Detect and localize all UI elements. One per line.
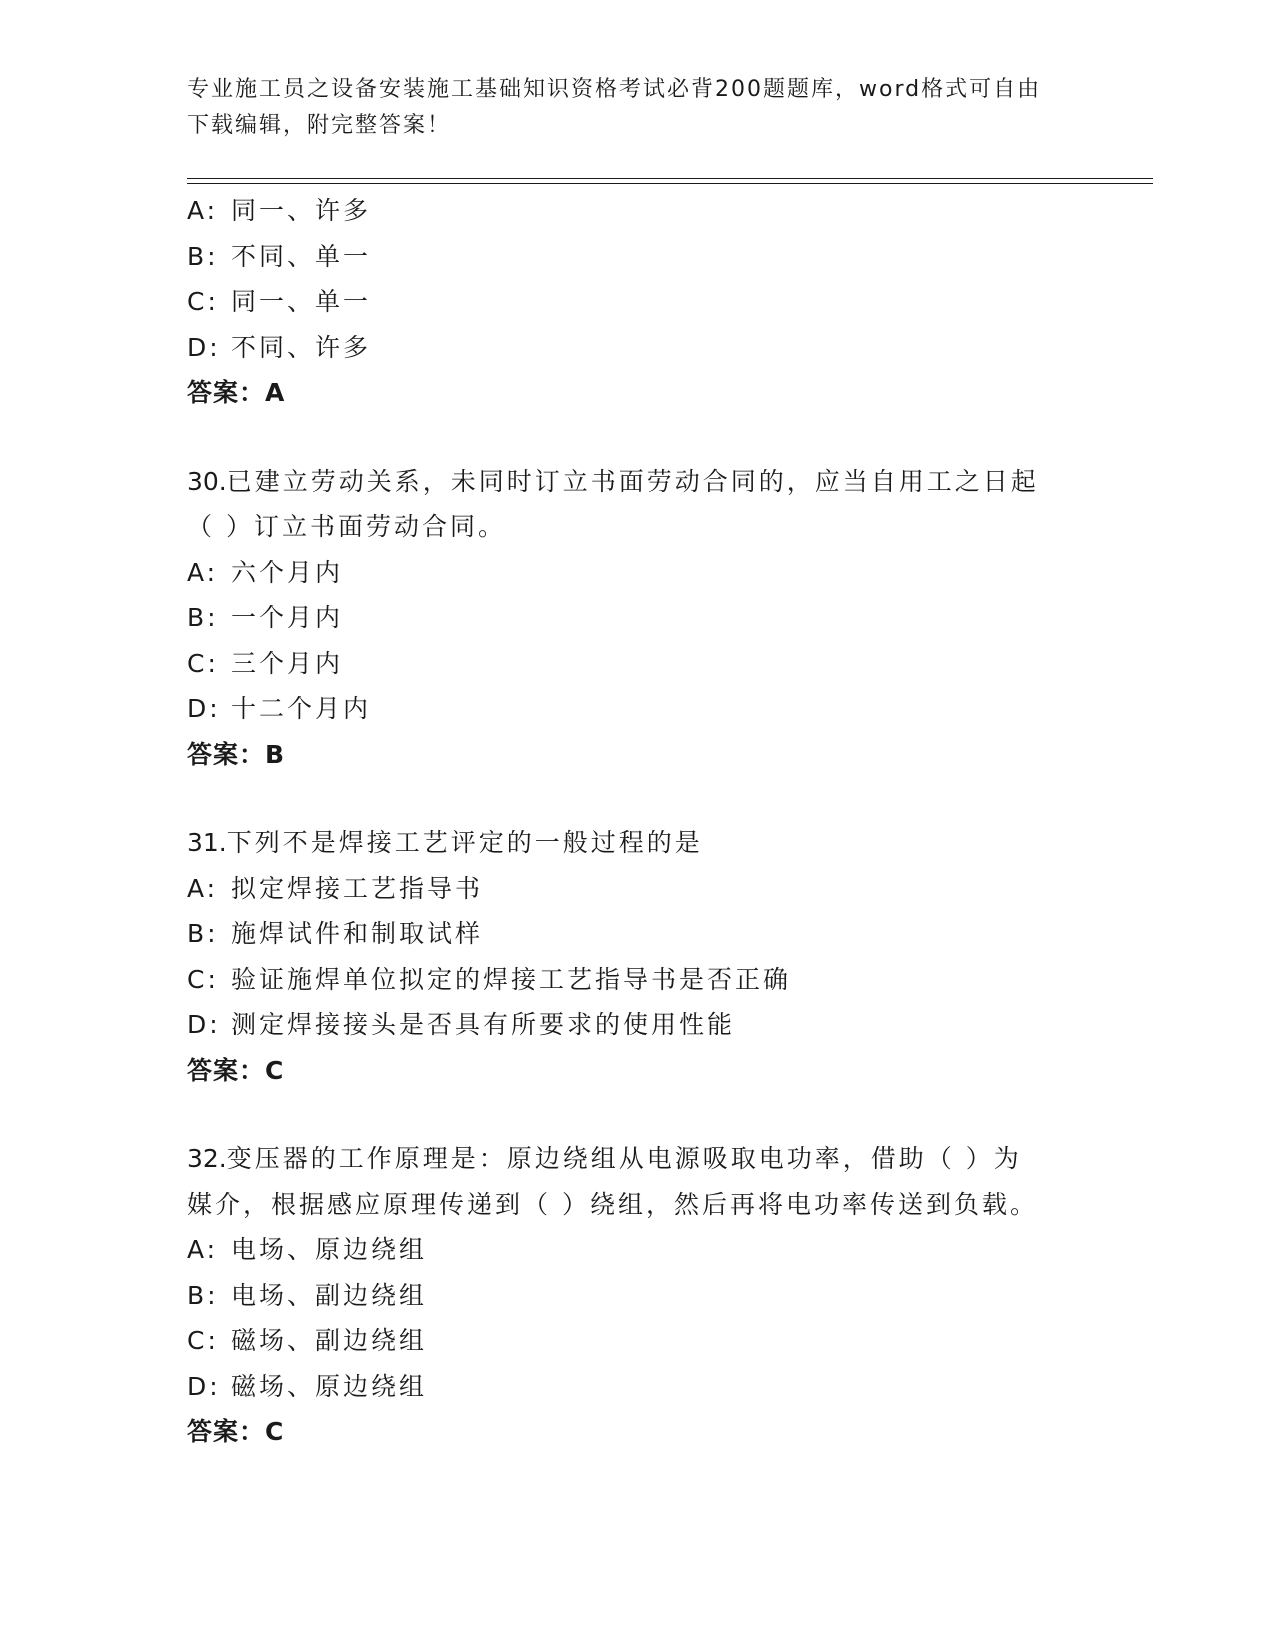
question-stem	[187, 820, 1153, 866]
option-letter: D:	[187, 1010, 221, 1039]
option-letter: D:	[187, 1371, 221, 1401]
option-c	[187, 641, 1153, 687]
question-block-31	[187, 820, 1153, 1093]
option-letter: D:	[187, 332, 221, 362]
option-text: 三个月内	[231, 648, 344, 678]
header-line-1: 专业施工员之设备安装施工基础知识资格考试必背200题题库，word格式可自由	[187, 77, 1042, 102]
option-text: 电场、原边绕组	[231, 1235, 428, 1264]
option-text: 测定焊接接头是否具有所要求的使用性能	[231, 1010, 736, 1039]
spacer	[187, 777, 1153, 820]
question-stem-line-1: 变压器的工作原理是：原边绕组从电源吸取电功率，借助（ ）为	[226, 1144, 1022, 1173]
answer-line: 答案：B	[187, 739, 286, 769]
question-list	[187, 188, 1153, 1455]
option-b	[187, 234, 1153, 280]
option-letter: B:	[187, 919, 219, 948]
option-letter: A:	[187, 557, 219, 587]
question-stem-line-1: 已建立劳动关系，未同时订立书面劳动合同的，应当自用工之日起	[226, 466, 1039, 496]
option-letter: B:	[187, 603, 219, 632]
question-block-previous	[187, 188, 1153, 416]
question-stem-line-2: （ ）订立书面劳动合同。	[187, 512, 506, 541]
option-b	[187, 1273, 1153, 1319]
option-letter: A:	[187, 196, 219, 225]
option-d	[187, 325, 1153, 371]
question-block-32	[187, 1136, 1153, 1455]
option-text: 同一、单一	[231, 287, 372, 316]
option-d	[187, 1364, 1153, 1410]
option-letter: B:	[187, 241, 219, 271]
option-text: 一个月内	[231, 603, 344, 632]
question-number: 30.	[187, 466, 227, 496]
header-divider-top	[187, 178, 1153, 179]
option-text: 十二个月内	[231, 694, 372, 723]
option-c	[187, 957, 1153, 1003]
question-stem	[187, 1136, 1153, 1182]
option-text: 拟定焊接工艺指导书	[231, 873, 484, 903]
option-text: 施焊试件和制取试样	[231, 919, 484, 948]
option-letter: C:	[187, 964, 219, 994]
option-a	[187, 550, 1153, 596]
option-c	[187, 1318, 1153, 1364]
option-letter: B:	[187, 1280, 219, 1310]
option-text: 同一、许多	[231, 196, 372, 225]
question-stem	[187, 459, 1153, 505]
option-text: 电场、副边绕组	[231, 1280, 428, 1310]
question-number: 31.	[187, 828, 227, 857]
header-divider-bottom	[187, 183, 1153, 184]
option-letter: A:	[187, 873, 219, 903]
question-number: 32.	[187, 1144, 227, 1173]
option-b	[187, 595, 1153, 641]
option-d	[187, 1002, 1153, 1048]
option-a	[187, 866, 1153, 912]
option-d	[187, 686, 1153, 732]
option-letter: C:	[187, 287, 219, 316]
answer-line: 答案：C	[187, 1055, 285, 1085]
document-header	[187, 72, 1087, 144]
answer-line: 答案：C	[187, 1417, 285, 1446]
option-letter: C:	[187, 1326, 219, 1355]
question-stem-line-2: 媒介，根据感应原理传递到（ ）绕组，然后再将电功率传送到负载。	[187, 1189, 1038, 1219]
option-text: 磁场、原边绕组	[231, 1371, 428, 1401]
answer-line: 答案：A	[187, 378, 286, 407]
option-letter: A:	[187, 1235, 219, 1264]
option-text: 磁场、副边绕组	[231, 1326, 428, 1355]
option-text: 六个月内	[231, 557, 344, 587]
spacer	[187, 1093, 1153, 1136]
option-text: 验证施焊单位拟定的焊接工艺指导书是否正确	[231, 964, 792, 994]
option-b	[187, 911, 1153, 957]
option-text: 不同、许多	[231, 332, 372, 362]
header-line-2: 下载编辑，附完整答案！	[187, 113, 452, 138]
option-letter: C:	[187, 648, 219, 678]
spacer	[187, 416, 1153, 459]
question-block-30	[187, 459, 1153, 778]
option-text: 不同、单一	[231, 241, 372, 271]
option-a	[187, 1227, 1153, 1273]
option-c	[187, 279, 1153, 325]
option-a	[187, 188, 1153, 234]
question-stem-line-1: 下列不是焊接工艺评定的一般过程的是	[226, 828, 703, 857]
option-letter: D:	[187, 694, 221, 723]
